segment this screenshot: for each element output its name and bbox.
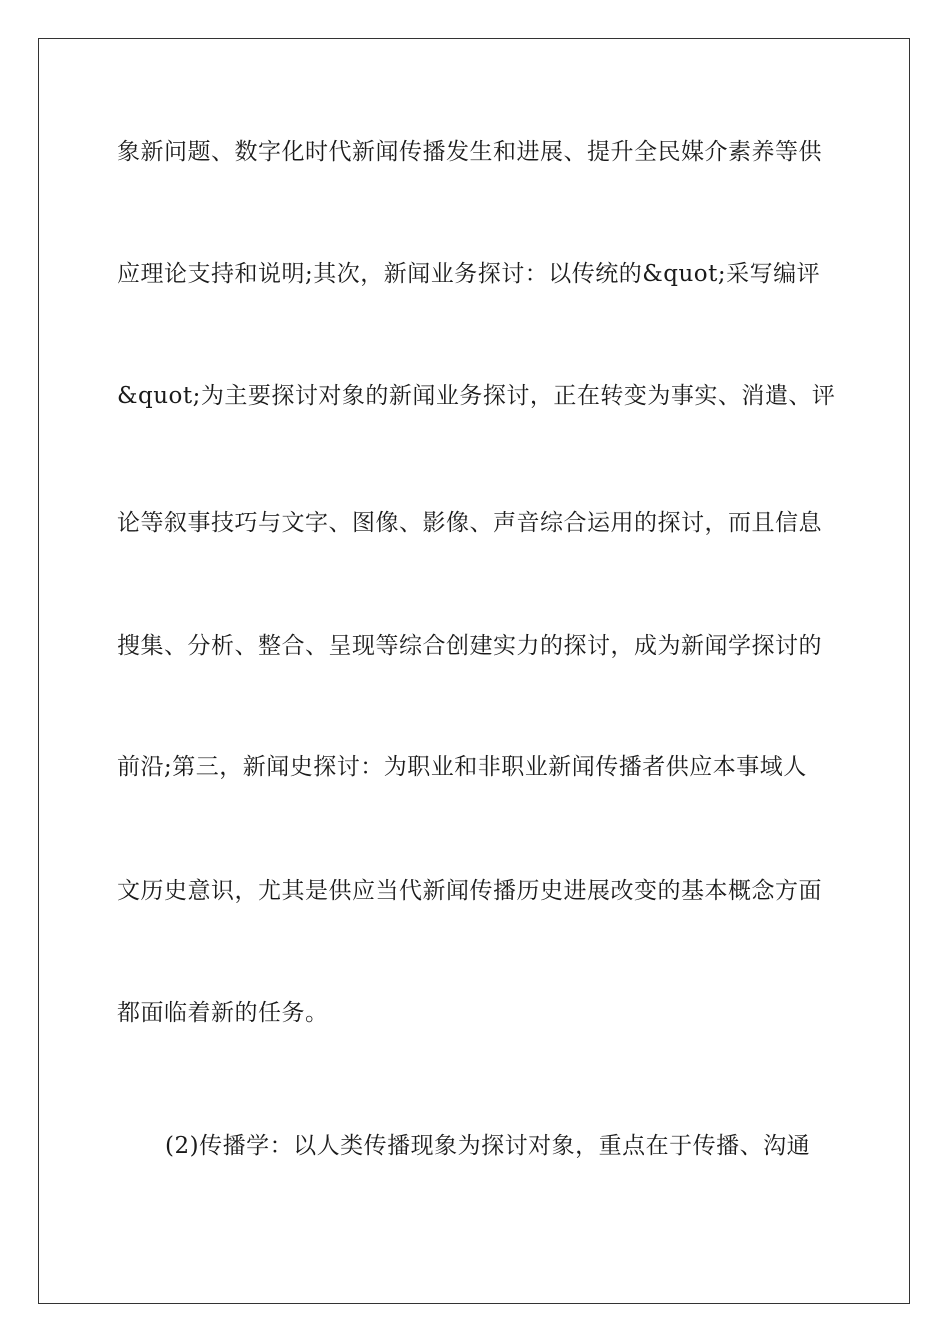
body-text-line-3: &quot;为主要探讨对象的新闻业务探讨，正在转变为事实、消遣、评	[117, 383, 836, 409]
body-text-line-7: 文历史意识，尤其是供应当代新闻传播历史进展改变的基本概念方面	[117, 878, 822, 904]
body-text-line-4: 论等叙事技巧与文字、图像、影像、声音综合运用的探讨，而且信息	[117, 510, 822, 536]
paragraph-2-first-line: (2)传播学：以人类传播现象为探讨对象，重点在于传播、沟通	[165, 1133, 811, 1159]
body-text-line-2: 应理论支持和说明;其次，新闻业务探讨：以传统的&quot;采写编评	[117, 261, 821, 287]
body-text-line-6: 前沿;第三，新闻史探讨：为职业和非职业新闻传播者供应本事域人	[117, 754, 807, 780]
page-frame	[38, 38, 910, 1304]
body-text-line-5: 搜集、分析、整合、呈现等综合创建实力的探讨，成为新闻学探讨的	[117, 633, 822, 659]
body-text-line-1: 象新问题、数字化时代新闻传播发生和进展、提升全民媒介素养等供	[117, 139, 822, 165]
body-text-line-8: 都面临着新的任务。	[117, 1000, 329, 1026]
